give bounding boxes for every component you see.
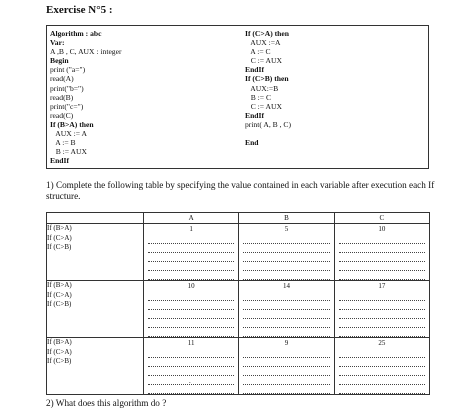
answer-blank-line[interactable] [148,319,234,328]
answer-blank-line[interactable] [243,262,329,271]
answer-blank-line[interactable] [339,262,425,271]
table-row [47,281,430,338]
answer-blank-line[interactable] [148,244,234,253]
row-label: If (C>A) [47,290,72,299]
value-cell [144,224,239,281]
answer-blank-line[interactable] [243,319,329,328]
answer-blank-line[interactable] [243,385,329,394]
row-labels-cell [47,338,144,395]
answer-blank-line[interactable] [339,235,425,244]
algorithm-right-column [245,29,291,147]
initial-value: 10 [378,225,386,233]
stray-mark: . [189,377,191,385]
algorithm-line: read(B) [50,92,74,102]
answer-blank-line[interactable] [148,271,234,280]
row-label: If (C>B) [47,300,72,309]
answer-blank-line[interactable] [243,253,329,262]
algorithm-line: AUX:=B [245,83,279,93]
table-row [47,224,430,281]
algorithm-line: B := C [245,92,272,102]
initial-value: 11 [187,339,195,347]
answer-blank-line[interactable] [243,349,329,358]
row-label: If (C>A) [47,347,72,356]
value-cell [334,224,429,281]
answer-blank-line[interactable] [243,292,329,301]
exercise-title: Exercise N°5 : [46,4,113,16]
initial-value: 25 [378,339,386,347]
table-corner-cell [47,213,144,224]
value-cell [144,281,239,338]
answer-blank-line[interactable] [148,253,234,262]
answer-blank-line[interactable] [339,376,425,385]
algorithm-line: print("c=") [50,101,84,111]
algorithm-line [245,129,291,138]
value-cell [144,338,239,395]
row-labels-cell [47,281,144,338]
header-a: A [144,213,239,224]
answer-blank-line[interactable] [243,376,329,385]
answer-blank-line[interactable] [148,358,234,367]
algorithm-line: C := AUX [245,101,282,111]
initial-value: 5 [284,225,289,233]
answer-blank-line[interactable] [148,376,234,385]
algorithm-line: print ("a=") [50,65,86,75]
answer-blank-line[interactable] [243,358,329,367]
algorithm-line: EndIf [245,65,264,75]
answer-blank-line[interactable] [339,271,425,280]
row-label: If (B>A) [47,338,72,346]
algorithm-line: AUX :=A [245,38,281,48]
row-label: If (B>A) [47,281,72,289]
row-label: If (C>B) [47,357,72,366]
initial-value: 1 [189,225,193,233]
answer-blank-line[interactable] [339,301,425,310]
algorithm-line: print("b=") [50,83,84,93]
answer-blank-line[interactable] [148,235,234,244]
answer-blank-line[interactable] [339,244,425,253]
answer-blank-line[interactable] [339,358,425,367]
answer-table [46,212,430,395]
algorithm-line: Begin [50,56,69,66]
answer-blank-line[interactable] [339,292,425,301]
algorithm-line: End [245,138,259,148]
answer-blank-line[interactable] [243,367,329,376]
value-cell [334,281,429,338]
row-label: If (C>A) [47,233,72,242]
answer-blank-line[interactable] [243,310,329,319]
answer-blank-line[interactable] [148,385,234,394]
answer-blank-line[interactable] [148,349,234,358]
algorithm-line: Var: [50,38,65,48]
initial-value: 17 [378,282,386,290]
algorithm-line: C := AUX [245,56,282,66]
algorithm-line: A ,B , C, AUX : integer [50,47,122,57]
header-b: B [239,213,334,224]
initial-value: 10 [187,282,195,290]
algorithm-line: If (B>A) then [50,119,94,129]
algorithm-line: AUX := A [50,129,87,139]
answer-blank-line[interactable] [243,235,329,244]
initial-value: 9 [284,339,289,347]
answer-blank-line[interactable] [148,367,234,376]
question-2: 2) What does this algorithm do ? [46,398,167,408]
answer-blank-line[interactable] [243,271,329,280]
answer-blank-line[interactable] [148,310,234,319]
algorithm-line: EndIf [50,156,69,166]
algorithm-line: If (C>B) then [245,74,289,84]
answer-blank-line[interactable] [148,292,234,301]
answer-blank-line[interactable] [243,301,329,310]
row-label: If (B>A) [47,224,72,232]
value-cell [334,338,429,395]
algorithm-line: A := C [245,47,271,57]
algorithm-line: read(C) [50,110,74,120]
answer-blank-line[interactable] [339,253,425,262]
answer-blank-line[interactable] [148,262,234,271]
algorithm-left-column [50,29,122,165]
algorithm-line: EndIf [245,110,264,120]
algorithm-line: B := AUX [50,147,87,157]
algorithm-line: A := B [50,138,76,148]
answer-blank-line[interactable] [243,244,329,253]
table-header-row [47,213,430,224]
answer-blank-line[interactable] [339,349,425,358]
answer-blank-line[interactable] [243,328,329,337]
row-labels-cell [47,224,144,281]
initial-value: 14 [282,282,290,290]
question-1: 1) Complete the following table by specifying the value contained in each variable after execution each If structure. [46,180,435,201]
value-cell [239,224,334,281]
algorithm-line: If (C>A) then [245,29,289,38]
header-c: C [334,213,429,224]
algorithm-box [46,25,429,169]
answer-blank-line[interactable] [339,310,425,319]
algorithm-line: print( A, B , C) [245,119,291,129]
value-cell [239,338,334,395]
table-row [47,338,430,395]
answer-blank-line[interactable] [148,301,234,310]
answer-blank-line[interactable] [148,328,234,337]
value-cell [239,281,334,338]
answer-blank-line[interactable] [339,328,425,337]
answer-blank-line[interactable] [339,385,425,394]
answer-blank-line[interactable] [339,319,425,328]
algorithm-line: Algorithm : abc [50,29,102,38]
answer-blank-line[interactable] [339,367,425,376]
algorithm-line: read(A) [50,74,74,84]
row-label: If (C>B) [47,243,72,252]
